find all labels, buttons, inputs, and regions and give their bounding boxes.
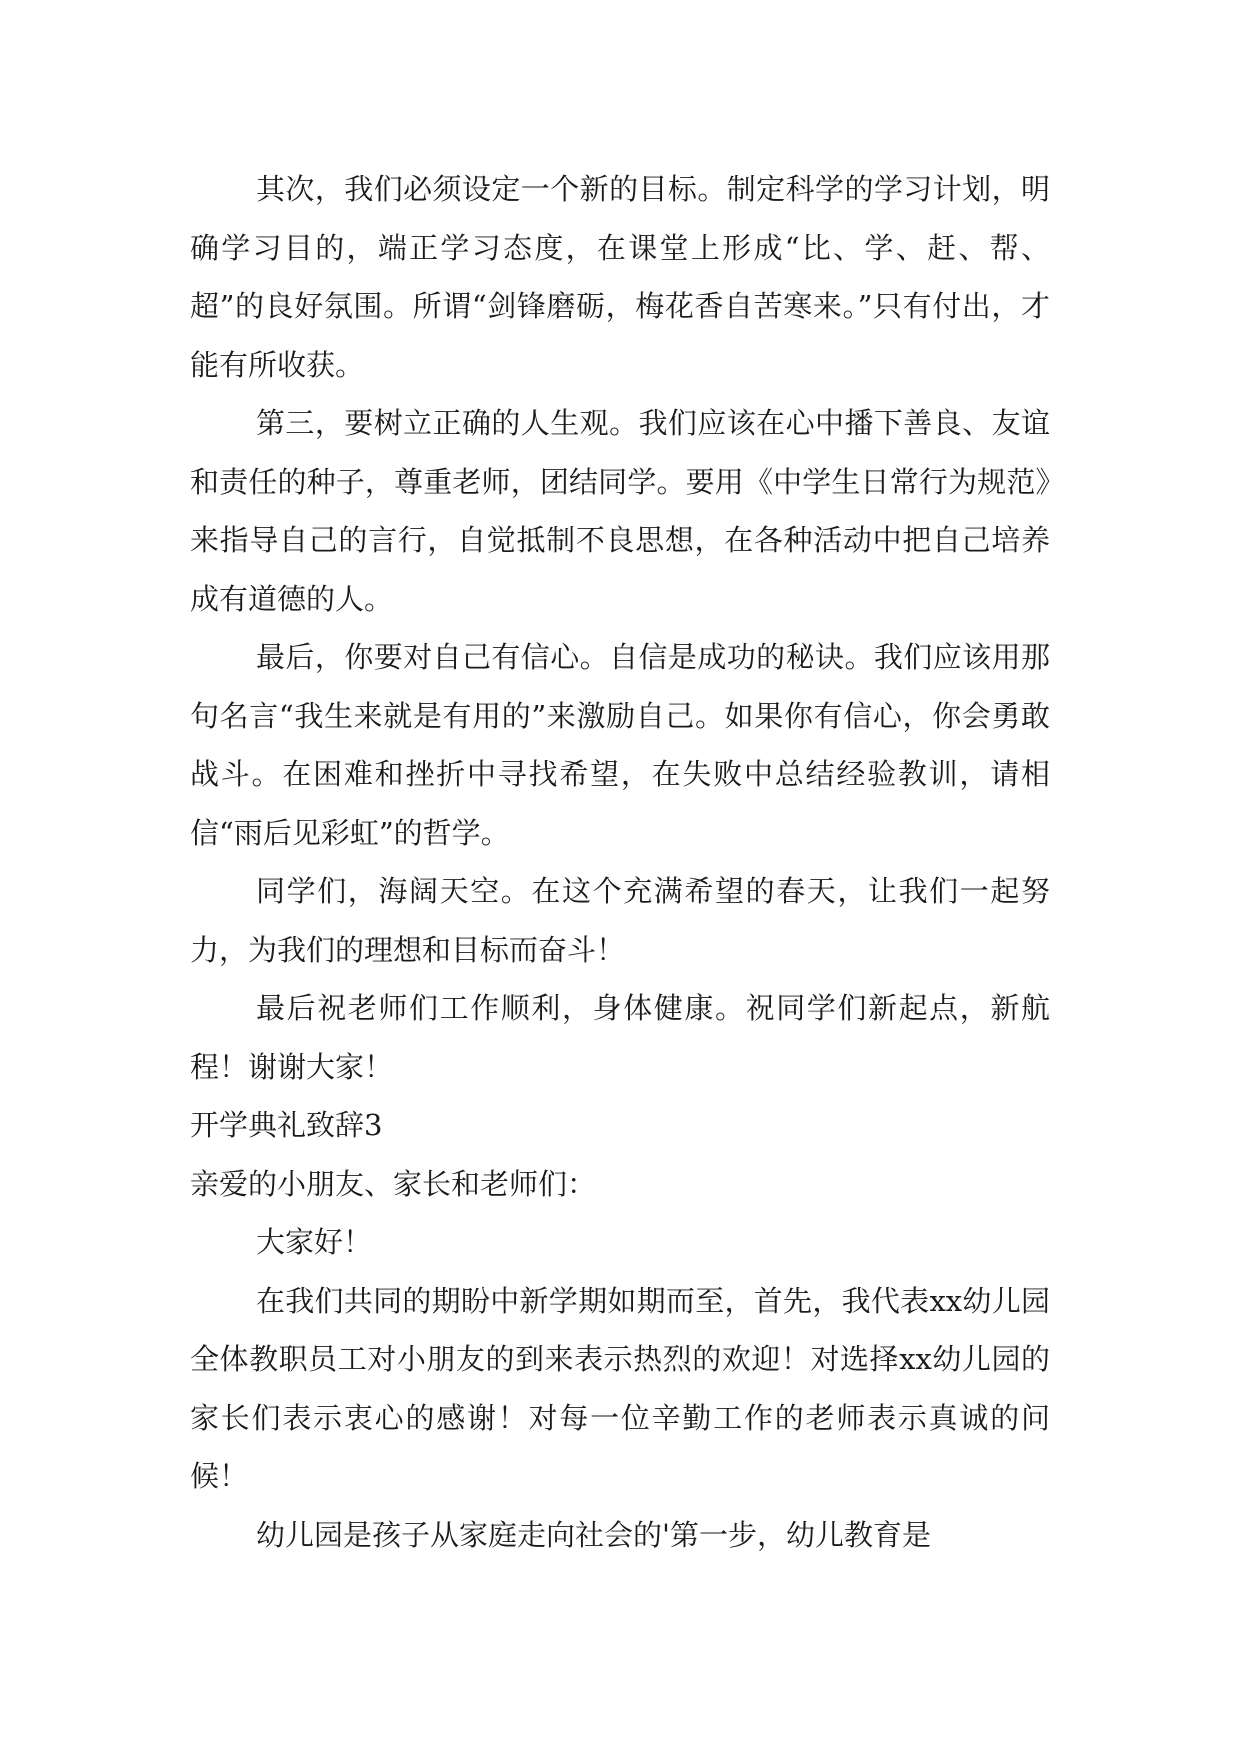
- paragraph-confidence: 最后，你要对自己有信心。自信是成功的秘诀。我们应该用那句名言“我生来就是有用的”来激励自己。如果你有信心，你会勇敢战斗。在困难和挫折中寻找希望，在失败中总结经验教训，请相信“雨后见彩虹”的哲学。: [190, 640, 1050, 850]
- paragraph-wishes: 最后祝老师们工作顺利，身体健康。祝同学们新起点，新航程！谢谢大家！: [190, 991, 1050, 1084]
- document-body: [190, 160, 1050, 1564]
- paragraph-outlook: 第三，要树立正确的人生观。我们应该在心中播下善良、友谊和责任的种子，尊重老师，团结同学。要用《中学生日常行为规范》来指导自己的言行，自觉抵制不良思想，在各种活动中把自己培养成有道德的人。: [190, 406, 1050, 616]
- greeting: 大家好！: [256, 1225, 373, 1259]
- paragraph-kindergarten: 幼儿园是孩子从家庭走向社会的'第一步，幼儿教育是: [256, 1517, 931, 1552]
- section-heading: 开学典礼致辞3: [190, 1108, 383, 1142]
- paragraph-effort: 同学们，海阔天空。在这个充满希望的春天，让我们一起努力，为我们的理想和目标而奋斗！: [190, 874, 1050, 967]
- paragraph-goal: 其次，我们必须设定一个新的目标。制定科学的学习计划，明确学习目的，端正学习态度，在课堂上形成“比、学、赶、帮、超”的良好氛围。所谓“剑锋磨砺，梅花香自苦寒来。”只有付出，才能有所收获。: [190, 172, 1050, 382]
- salutation: 亲爱的小朋友、家长和老师们：: [190, 1166, 597, 1201]
- paragraph-welcome: 在我们共同的期盼中新学期如期而至，首先，我代表xx幼儿园全体教职员工对小朋友的到来表示热烈的欢迎！对选择xx幼儿园的家长们表示衷心的感谢！对每一位辛勤工作的老师表示真诚的问候！: [190, 1283, 1050, 1493]
